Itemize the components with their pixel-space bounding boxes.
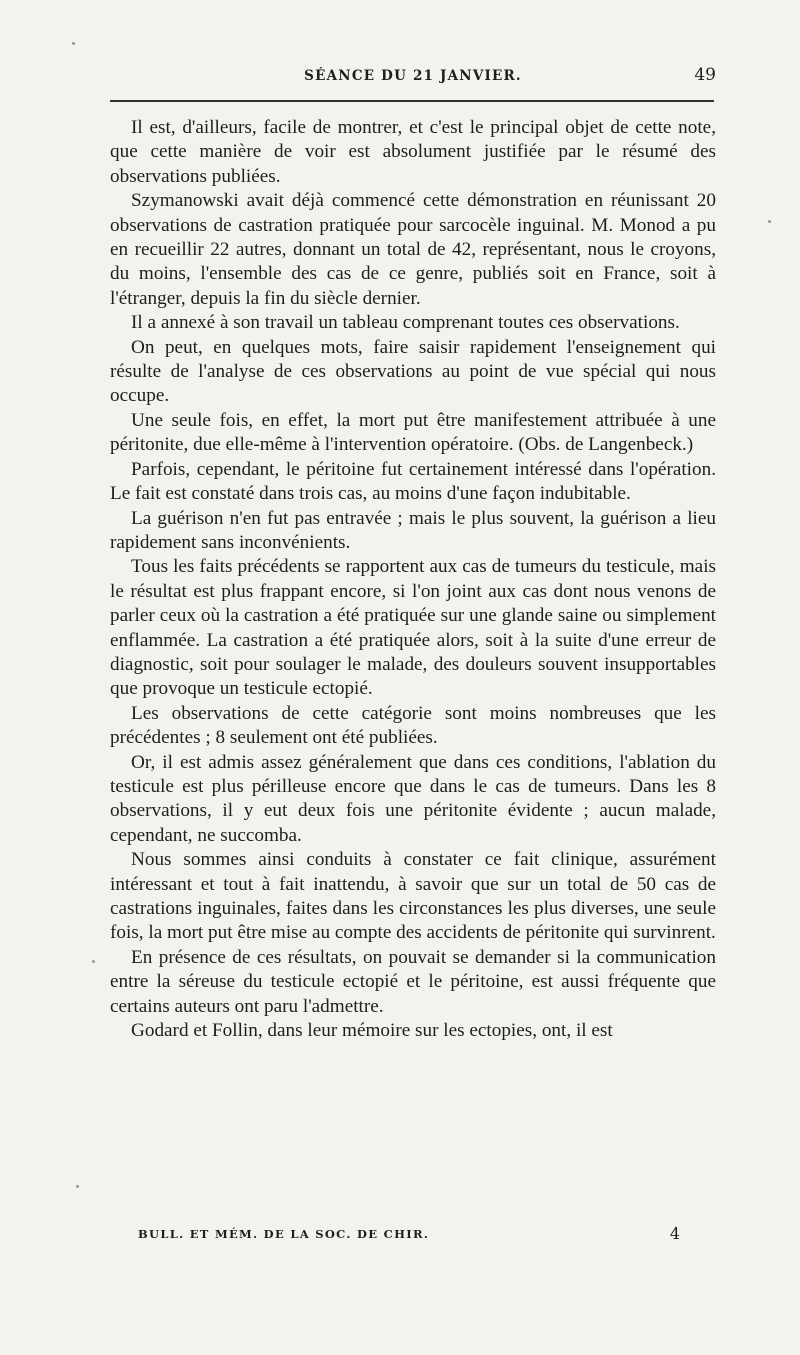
paragraph-7: La guérison n'en fut pas entravée ; mais le plus souvent, la guérison a lieu rapidement sans inconvénients. <box>110 507 716 553</box>
paragraph-1: Il est, d'ailleurs, facile de montrer, et c'est le principal objet de cette note, que cette manière de voir est absolument justifiée par le résumé des observations publiées. <box>110 117 716 187</box>
paragraph-3: Il a annexé à son travail un tableau comprenant toutes ces observations. <box>131 312 680 334</box>
paper-speck <box>92 960 95 963</box>
paragraph-2: Szymanowski avait déjà commencé cette démonstration en réunissant 20 observations de castration pratiquée pour sarcocèle inguinal. M. Monod a pu en recueillir 22 autres, donnant un total de 42, représentant, nous le croyons, du moins, l'ensemble des cas de ce genre, publiés soit en France, soit à l'étranger, depuis la fin du siècle dernier. <box>110 190 716 309</box>
paragraph-5: Une seule fois, en effet, la mort put être manifestement attribuée à une péritonite, due elle-même à l'intervention opératoire. (Obs. de Langenbeck.) <box>110 409 716 456</box>
page-number: 49 <box>694 65 716 85</box>
signature-mark: 4 <box>669 1224 680 1243</box>
header-rule <box>110 100 714 102</box>
paper-speck <box>768 220 771 223</box>
paper-speck <box>76 1185 79 1188</box>
page-footer <box>110 1224 690 1244</box>
paragraph-4: On peut, en quelques mots, faire saisir rapidement l'enseignement qui résulte de l'analyse de ces observations au point de vue spécial qui nous occupe. <box>110 336 716 407</box>
paragraph-10: Or, il est admis assez généralement que dans ces conditions, l'ablation du testicule est plus périlleuse encore que dans le cas de tumeurs. Dans les 8 observations, il y eut deux fois une péritonite évidente ; aucun malade, cependant, ne succomba. <box>110 751 716 846</box>
paragraph-8: Tous les faits précédents se rapportent aux cas de tumeurs du testicule, mais le résultat est plus frappant encore, si l'on joint aux cas dont nous venons de parler ceux où la castration a été pratiquée sur une glande saine ou simplement enflammée. La castration a été pratiquée alors, soit à la suite d'une erreur de diagnostic, soit pour soulager le malade, des douleurs souvent insupportables que provoque un testicule ectopié. <box>110 556 716 700</box>
journal-footer: BULL. ET MÉM. DE LA SOC. DE CHIR. <box>138 1227 430 1241</box>
body-text <box>110 116 716 1043</box>
running-title: SÉANCE DU 21 JANVIER. <box>304 68 522 84</box>
paragraph-9: Les observations de cette catégorie sont moins nombreuses que les précédentes ; 8 seulement ont été publiées. <box>110 702 716 749</box>
paragraph-13: Godard et Follin, dans leur mémoire sur les ectopies, ont, il est <box>131 1020 613 1042</box>
paper-speck <box>72 42 75 45</box>
paragraph-11: Nous sommes ainsi conduits à constater ce fait clinique, assurément intéressant et tout à fait inattendu, à savoir que sur un total de 50 cas de castrations inguinales, faites dans les circonstances les plus diverses, une seule fois, la mort put être mise au compte des accidents de péritonite qui survinrent. <box>110 849 716 944</box>
paragraph-12: En présence de ces résultats, on pouvait se demander si la communication entre la séreuse du testicule ectopié et le péritoine, est aussi fréquente que certains auteurs ont paru l'admettre. <box>110 946 716 1017</box>
running-head <box>110 64 716 86</box>
paragraph-6: Parfois, cependant, le péritoine fut certainement intéressé dans l'opération. Le fait est constaté dans trois cas, au moins d'une façon indubitable. <box>110 458 716 505</box>
